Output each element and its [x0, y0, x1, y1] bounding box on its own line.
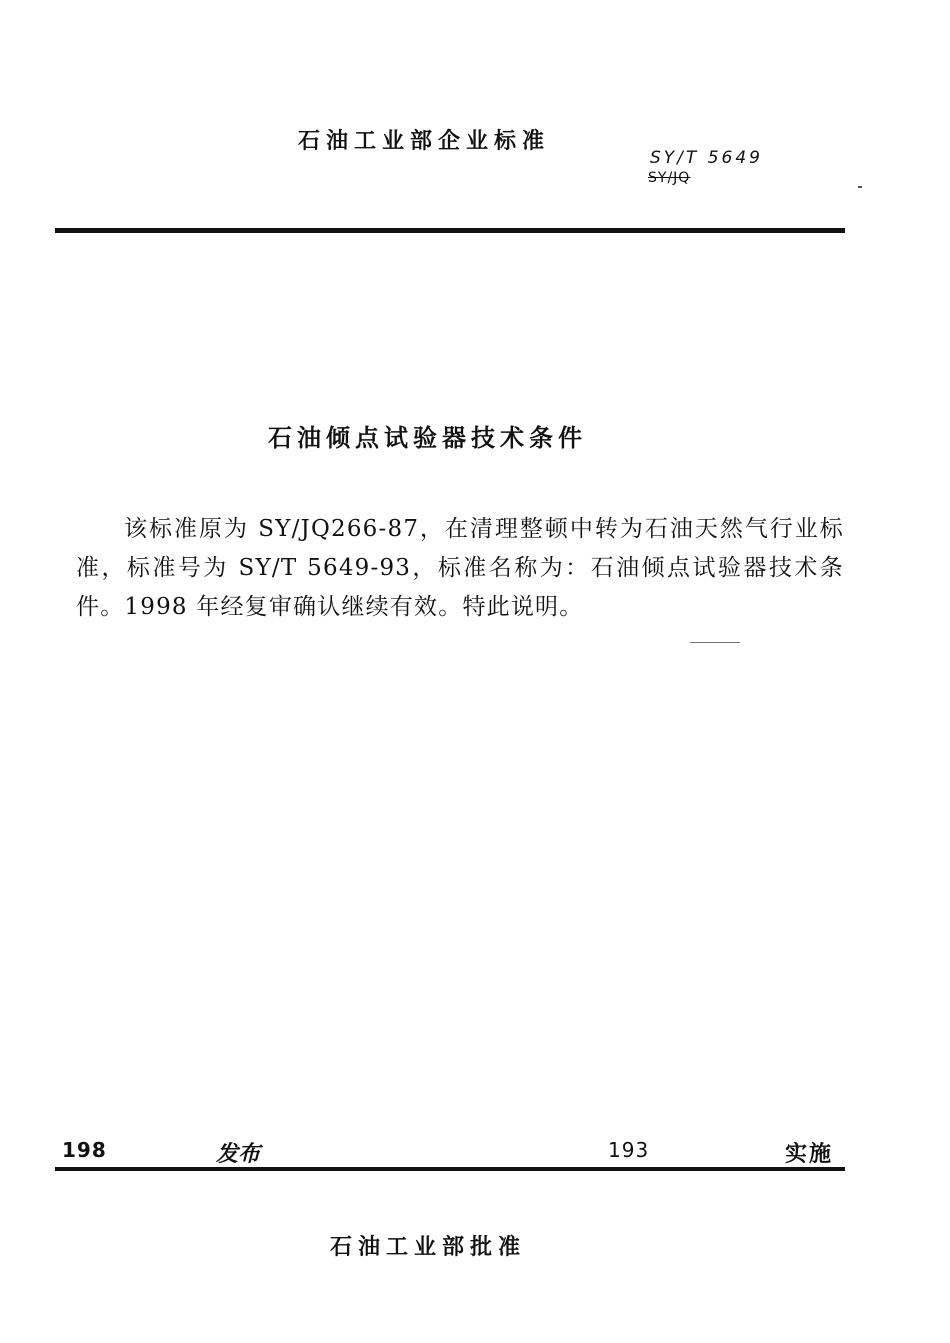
footer-rule [55, 1167, 845, 1171]
implement-year: 193 [608, 1138, 650, 1162]
approval-authority: 石油工业部批准 [330, 1234, 527, 1260]
organization-standard-heading: 石油工业部企业标准 [298, 128, 551, 154]
issue-label: 发布 [216, 1141, 261, 1167]
standard-number-old-struck: SY/JQ [648, 170, 691, 186]
scan-speck [858, 186, 862, 188]
scan-dash [690, 642, 740, 643]
issue-year: 198 [62, 1138, 107, 1162]
header-rule [55, 228, 845, 233]
notice-paragraph: 该标准原为 SY/JQ266-87，在清理整顿中转为石油天然气行业标准，标准号为 SY/T 5649-93，标准名称为：石油倾点试验器技术条件。1998 年经复审确认继续有效。特此说明。 [76, 516, 844, 620]
implement-label: 实施 [785, 1141, 834, 1167]
document-title: 石油倾点试验器技术条件 [268, 423, 587, 452]
standard-number-new: SY/T 5649 [650, 148, 763, 168]
